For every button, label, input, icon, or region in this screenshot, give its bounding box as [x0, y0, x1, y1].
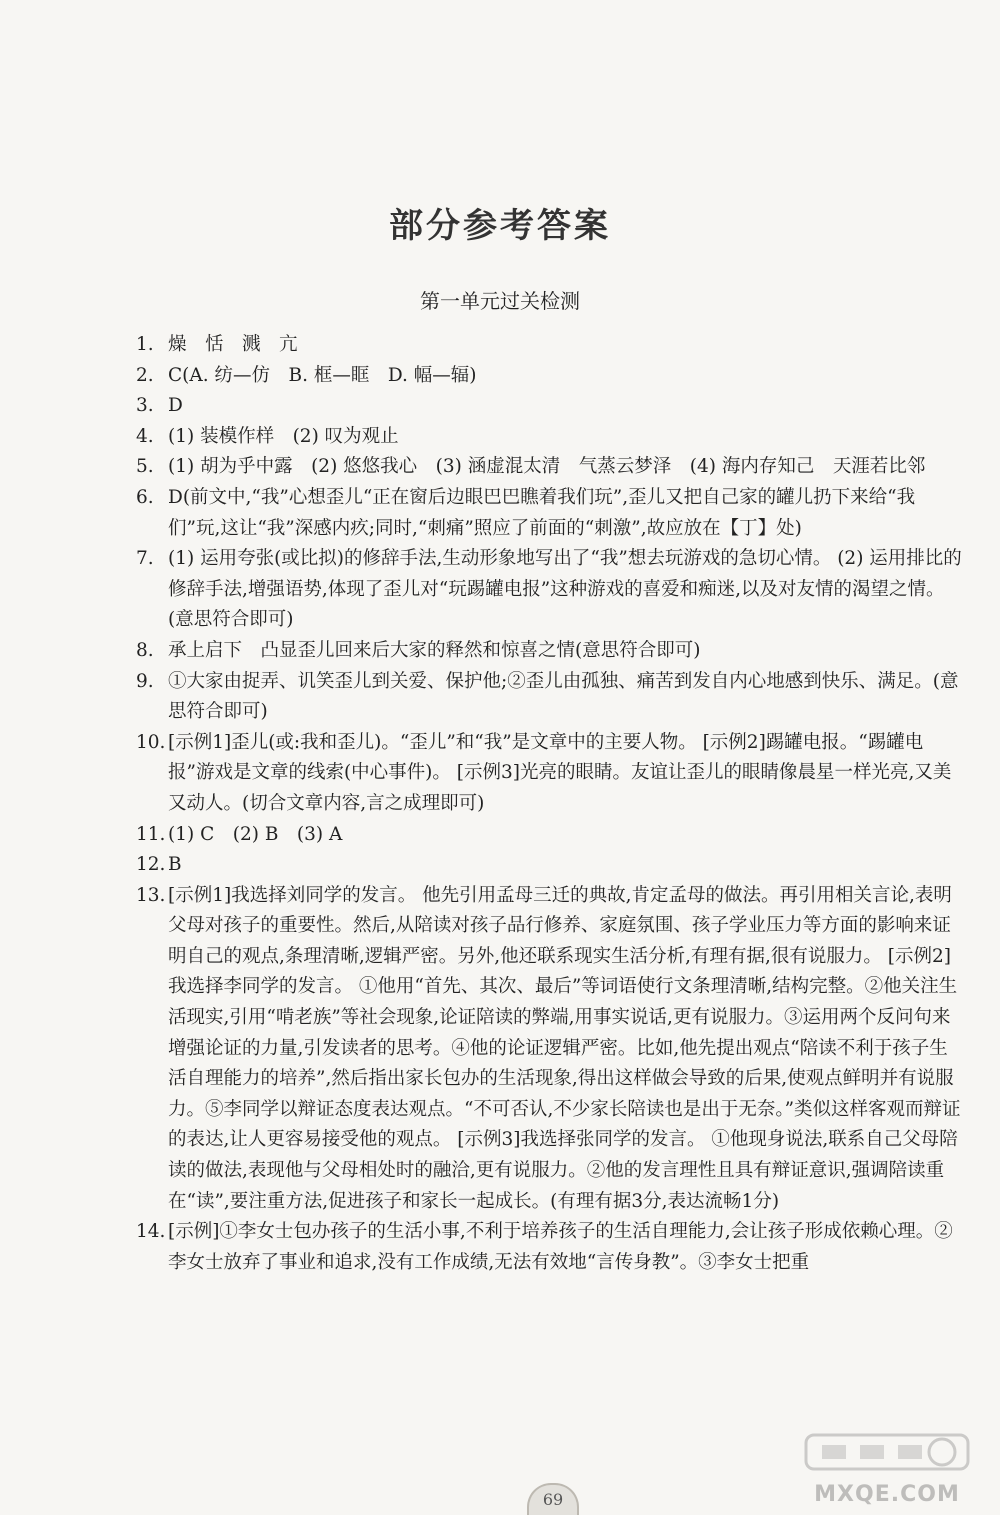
answer-item [136, 483, 966, 544]
answer-item [136, 881, 966, 1218]
answer-text: D [168, 395, 183, 417]
answer-number: 8. [136, 639, 154, 661]
answer-item [136, 330, 966, 361]
answer-number: 1. [136, 334, 154, 355]
answer-number: 2. [136, 364, 154, 386]
answer-item [136, 820, 966, 851]
answer-item [136, 391, 966, 422]
answer-text: D(前文中,“我”心想歪儿“正在窗后边眼巴巴瞧着我们玩”,歪儿又把自己家的罐儿扔下来给“我们”玩,这让“我”深感内疚;同时,“刺痛”照应了前面的“刺激”,故应放在【丁】处) [168, 486, 916, 539]
answer-text: [示例1]歪儿(或:我和歪儿)。“歪儿”和“我”是文章中的主要人物。 [示例2]踢罐电报。“踢罐电报”游戏是文章的线索(中心事件)。 [示例3]光亮的眼睛。友谊让歪儿的眼睛像晨星一样光亮,又美又动人。(切合文章内容,言之成理即可) [168, 731, 952, 814]
answer-number: 7. [136, 548, 154, 570]
answer-list [136, 330, 966, 1278]
answer-item [136, 1217, 966, 1278]
answer-number: 3. [136, 395, 154, 417]
answer-item [136, 728, 966, 820]
watermark-logo-icon [802, 1431, 972, 1473]
answer-item [136, 636, 966, 667]
answer-item [136, 361, 966, 392]
watermark [792, 1431, 982, 1507]
answer-text: (1) 胡为乎中露 (2) 悠悠我心 (3) 涵虚混太清 气蒸云梦泽 (4) 海内存知己 天涯若比邻 [168, 456, 926, 478]
answer-number: 9. [136, 670, 154, 692]
answer-number: 4. [136, 425, 154, 447]
section-title: 第一单元过关检测 [420, 289, 580, 313]
answer-number: 14. [136, 1221, 166, 1243]
answer-text: (1) 运用夸张(或比拟)的修辞手法,生动形象地写出了“我”想去玩游戏的急切心情。 (2) 运用排比的修辞手法,增强语势,体现了歪儿对“玩踢罐电报”这种游戏的喜爱和痴迷,以及对友情的渴望之情。(意思符合即可) [168, 548, 962, 631]
answer-text: B [168, 854, 182, 876]
answer-text: [示例]①李女士包办孩子的生活小事,不利于培养孩子的生活自理能力,会让孩子形成依赖心理。②李女士放弃了事业和追求,没有工作成绩,无法有效地“言传身教”。③李女士把重 [168, 1221, 953, 1273]
answer-number: 6. [136, 486, 154, 508]
answer-number: 10. [136, 731, 166, 753]
answer-item [136, 667, 966, 728]
answer-item [136, 544, 966, 636]
page-number: 69 [527, 1483, 579, 1515]
watermark-url: MXQE.COM [814, 1482, 960, 1507]
answer-number: 12. [136, 854, 166, 876]
answer-text: ①大家由捉弄、讥笑歪儿到关爱、保护他;②歪儿由孤独、痛苦到发自内心地感到快乐、满足。(意思符合即可) [168, 670, 959, 723]
answer-item [136, 850, 966, 881]
answer-text: 燥 恬 溅 亢 [168, 334, 298, 355]
answer-text: [示例1]我选择刘同学的发言。 他先引用孟母三迁的典故,肯定孟母的做法。再引用相关言论,表明父母对孩子的重要性。然后,从陪读对孩子品行修养、家庭氛围、孩子学业压力等方面的影响来证明自己的观点,条理清晰,逻辑严密。另外,他还联系现实生活分析,有理有据,很有说服力。 [示例2]我选择李同学的发言。 ①他用“首先、其次、最后”等词语使行文条理清晰,结构完整。②他关注生活现实,引用“啃老族”等社会现象,论证陪读的弊端,用事实说话,更有说服力。③运用两个反问句来增强论证的力量,引发读者的思考。④他的论证逻辑严密。比如,他先提出观点“陪读不利于孩子生活自理能力的培养”,然后指出家长包办的生活现象,得出这样做会导致的后果,使观点鲜明并有说服力。⑤李同学以辩证态度表达观点。“不可否认,不少家长陪读也是出于无奈。”类似这样客观而辩证的表达,让人更容易接受他的观点。 [示例3]我选择张同学的发言。 ①他现身说法,联系自己父母陪读的做法,表现他与父母相处时的融洽,更有说服力。②他的发言理性且具有辩证意识,强调陪读重在“读”,要注重方法,促进孩子和家长一起成长。(有理有据3分,表达流畅1分) [168, 884, 961, 1212]
answer-number: 11. [136, 823, 166, 845]
answer-text: C(A. 纺—仿 B. 框—眶 D. 幅—辐) [168, 364, 477, 386]
answer-text: (1) C (2) B (3) A [168, 823, 343, 845]
answer-item [136, 422, 966, 453]
answer-text: (1) 装模作样 (2) 叹为观止 [168, 425, 399, 447]
page-title: 部分参考答案 [389, 206, 611, 246]
answer-number: 5. [136, 456, 154, 478]
answer-item [136, 452, 966, 483]
answer-number: 13. [136, 884, 166, 906]
answer-text: 承上启下 凸显歪儿回来后大家的释然和惊喜之情(意思符合即可) [168, 639, 701, 661]
